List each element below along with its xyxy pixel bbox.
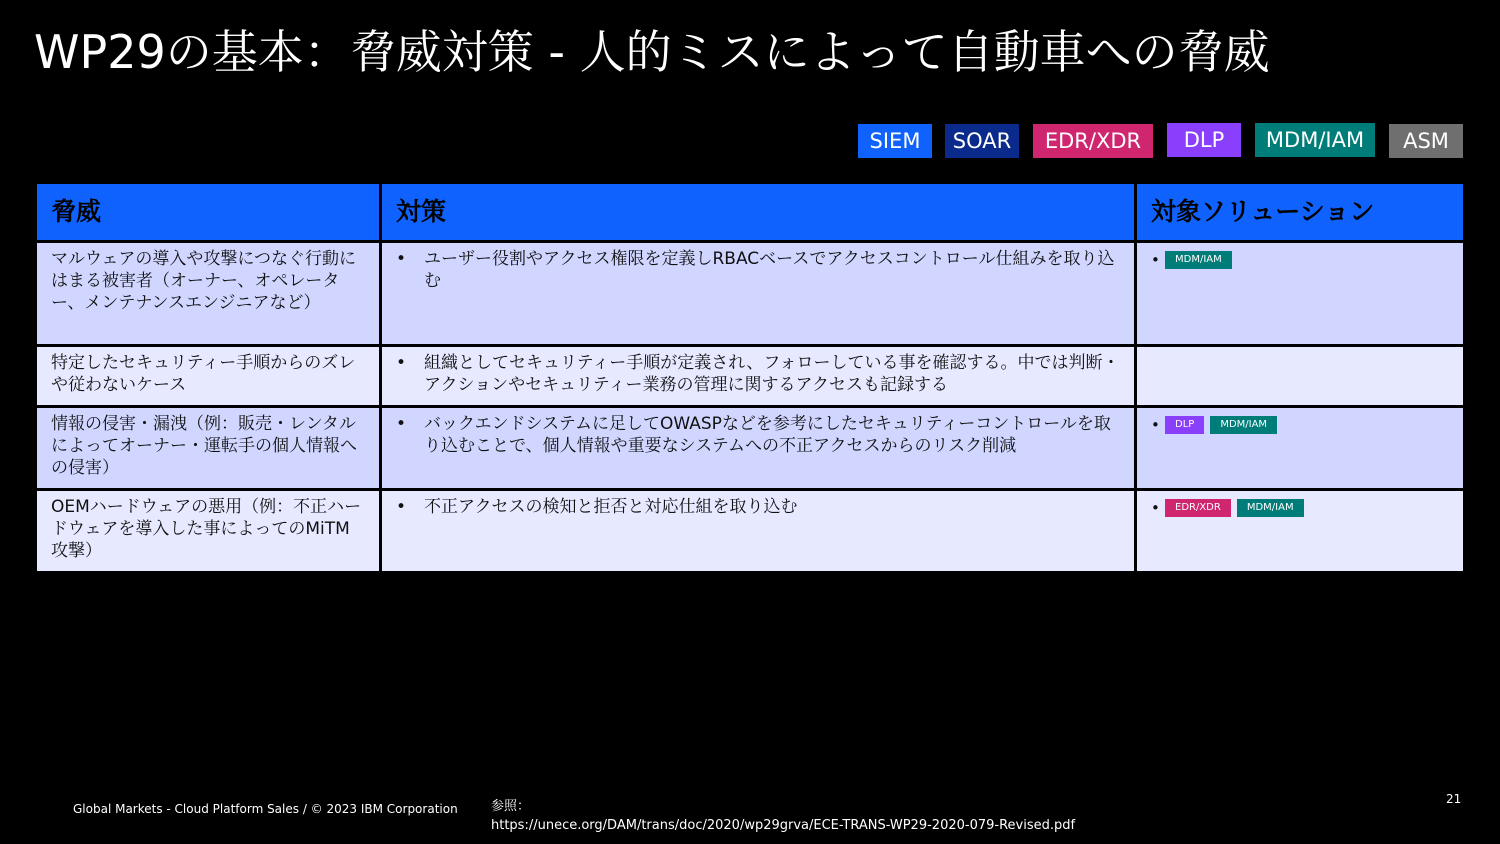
legend-tag-mdm-iam: MDM/IAM: [1255, 123, 1375, 157]
table-row: [36, 242, 1465, 346]
table-row: [36, 407, 1465, 490]
measure-cell: [381, 490, 1136, 573]
solution-tag-dlp: DLP: [1165, 416, 1204, 434]
solution-cell: [1136, 346, 1465, 407]
measure-text: 組織としてセキュリティー手順が定義され、フォローしている事を確認する。中では判断・アクションやセキュリティー業務の管理に関するアクセスも記録する: [424, 353, 1120, 395]
threat-cell: [36, 407, 381, 490]
footer-company: Global Markets - Cloud Platform Sales / © 2023 IBM Corporation: [73, 802, 458, 816]
threat-measures-table: [34, 181, 1466, 574]
measure-cell: [381, 407, 1136, 490]
threat-text: マルウェアの導入や攻撃につなぐ行動にはまる被害者（オーナー、オペレーター、メンテナンスエンジニアなど）: [51, 249, 356, 313]
solution-legend: [0, 124, 1500, 160]
table-header-row: [36, 183, 1465, 242]
legend-tag-dlp: DLP: [1167, 123, 1241, 157]
table-row: [36, 346, 1465, 407]
legend-tag-edr-xdr: EDR/XDR: [1033, 124, 1153, 158]
bullet: •: [1151, 416, 1160, 434]
slide-title: WP29の基本：脅威対策 - 人的ミスによって自動車への脅威: [34, 25, 1270, 79]
threat-text: OEMハードウェアの悪用（例：不正ハードウェアを導入した事によってのMiTM攻撃）: [51, 497, 362, 561]
solution-tag-mdm-iam: MDM/IAM: [1237, 499, 1304, 517]
solution-tag-mdm-iam: MDM/IAM: [1210, 416, 1277, 434]
measure-text: 不正アクセスの検知と拒否と対応仕組を取り込む: [424, 497, 798, 517]
threat-text: 情報の侵害・漏洩（例：販売・レンタルによってオーナー・運転手の個人情報への侵害）: [51, 414, 357, 478]
measure-cell: [381, 346, 1136, 407]
bullet: •: [396, 353, 407, 373]
page-number: 21: [1446, 792, 1462, 806]
bullet: •: [396, 249, 407, 269]
bullet: •: [1151, 251, 1160, 269]
reference-label: 参照：: [491, 799, 531, 814]
bullet: •: [1151, 499, 1160, 517]
legend-tag-asm: ASM: [1389, 124, 1463, 158]
solution-cell: [1136, 242, 1465, 346]
bullet: •: [396, 414, 407, 434]
threat-cell: [36, 346, 381, 407]
threat-cell: [36, 242, 381, 346]
legend-tag-soar: SOAR: [945, 124, 1019, 158]
solution-cell: [1136, 407, 1465, 490]
measure-text: ユーザー役割やアクセス権限を定義しRBACベースでアクセスコントロール仕組みを取り込む: [424, 249, 1115, 291]
solution-tag-mdm-iam: MDM/IAM: [1165, 251, 1232, 269]
table-row: [36, 490, 1465, 573]
threat-cell: [36, 490, 381, 573]
solution-tag-edr-xdr: EDR/XDR: [1165, 499, 1231, 517]
header-threat: 脅威: [36, 183, 381, 242]
legend-tag-siem: SIEM: [858, 124, 932, 158]
footer-reference: [491, 797, 1075, 835]
header-solution: 対象ソリューション: [1136, 183, 1465, 242]
reference-url[interactable]: https://unece.org/DAM/trans/doc/2020/wp29grva/ECE-TRANS-WP29-2020-079-Revised.pdf: [491, 818, 1076, 833]
measure-cell: [381, 242, 1136, 346]
threat-text: 特定したセキュリティー手順からのズレや従わないケース: [51, 353, 356, 395]
bullet: •: [396, 497, 407, 517]
measure-text: バックエンドシステムに足してOWASPなどを参考にしたセキュリティーコントロールを取り込むことで、個人情報や重要なシステムへの不正アクセスからのリスク削減: [424, 414, 1111, 456]
solution-cell: [1136, 490, 1465, 573]
header-measure: 対策: [381, 183, 1136, 242]
